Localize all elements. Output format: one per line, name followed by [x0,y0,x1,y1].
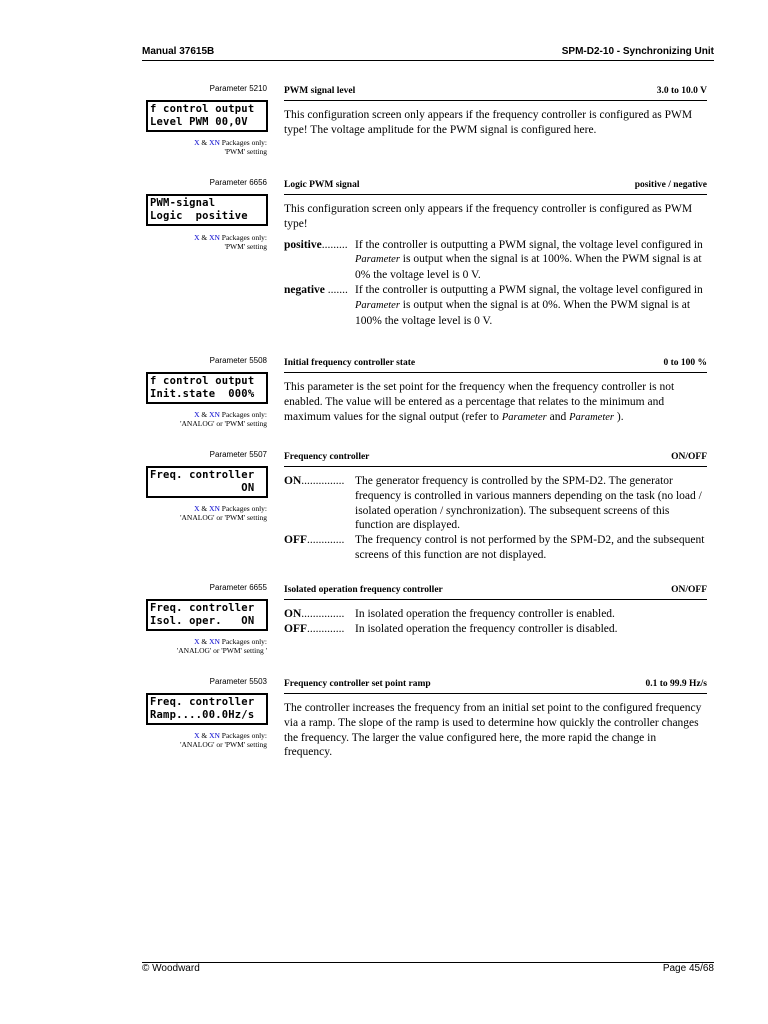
parameter-title: PWM signal level 3.0 to 10.0 V [284,84,707,101]
page-header [142,46,714,61]
lcd-line-2: Isol. oper. ON [150,615,255,627]
option-on: ON............... The generator frequency is controlled by the SPM-D2. The generator frequency is controlled in various manners depending on the task (no load / isolated operation / synchronization). The subsequent screens of this function are displayed. [284,475,702,532]
parameter-description: This parameter is the set point for the frequency when the frequency controller is not enabled. The value will be entered as a percentage that relates to the minimum and maximum values for the signal output (refer to Parameter and Parameter ). [284,381,675,423]
lcd-line-1: Freq. controller [150,696,255,708]
parameter-description: This configuration screen only appears if the frequency controller is configured as PWM type! [284,203,693,230]
lcd-line-2: ON [150,482,255,494]
lcd-line-2: Init.state 000% [150,388,255,400]
parameter-number: Parameter 5503 [209,677,267,686]
lcd-display [146,693,268,725]
parameter-range: 0 to 100 % [663,358,707,368]
lcd-line-1: f control output [150,103,255,115]
lcd-line-2: Level PWM 00,0V [150,116,248,128]
package-note: X & XN Packages only: 'PWM' setting [194,233,267,251]
parameter-description: The controller increases the frequency from an initial set point to the configured frequency via a ramp. The slope of the ramp is used to determine how quickly the controller changes the frequency. The larger the value configured here, the more rapid the change in frequency. [284,702,702,759]
lcd-line-1: PWM-signal [150,197,216,209]
package-note: X & XN Packages only: 'ANALOG' or 'PWM' setting [180,504,267,522]
parameter-range: ON/OFF [671,452,707,462]
lcd-display [146,599,268,631]
option-off: OFF............. The frequency control is not performed by the SPM-D2, and the subsequent screens of this function are not displayed. [284,534,705,561]
option-negative: negative ....... If the controller is outputting a PWM signal, the voltage level configured in Parameter is output when the signal is at 0%. When the PWM signal is at 100% the voltage level is 0 V. [284,283,703,327]
parameter-range: 3.0 to 10.0 V [656,86,707,96]
page-number: Page 45/68 [662,963,714,974]
parameter-section [142,356,714,436]
package-note: X & XN Packages only: 'ANALOG' or 'PWM' setting [180,410,267,428]
parameter-section [142,677,714,777]
parameter-range: ON/OFF [671,585,707,595]
lcd-display [146,100,268,132]
lcd-display [146,194,268,226]
lcd-line-1: Freq. controller [150,602,255,614]
package-note: X & XN Packages only: 'PWM' setting [194,138,267,156]
lcd-line-1: f control output [150,375,255,387]
option-on: ON............... In isolated operation the frequency controller is enabled. [284,608,615,620]
parameter-number: Parameter 6655 [209,583,267,592]
parameter-number: Parameter 5210 [209,84,267,93]
parameter-number: Parameter 5507 [209,450,267,459]
option-off: OFF............. In isolated operation the frequency controller is disabled. [284,622,618,635]
package-note: X & XN Packages only: 'ANALOG' or 'PWM' setting [180,731,267,749]
parameter-section [142,84,714,164]
option-positive: positive......... If the controller is outputting a PWM signal, the voltage level configured in Parameter is output when the signal is at 100%. When the PWM signal is at 0% the voltage level is 0 V. [284,238,703,282]
manual-number: Manual 37615B [142,46,215,57]
parameter-range: 0.1 to 99.9 Hz/s [645,679,707,689]
parameter-number: Parameter 6656 [209,178,267,187]
lcd-display [146,466,268,498]
parameter-title: Logic PWM signal positive / negative [284,178,707,195]
page-footer [142,962,714,979]
lcd-line-2: Ramp....00.0Hz/s [150,709,255,721]
copyright: © Woodward [142,963,200,974]
parameter-section [142,178,714,342]
parameter-number: Parameter 5508 [209,356,267,365]
parameter-description: This configuration screen only appears if the frequency controller is configured as PWM type! The voltage amplitude for the PWM signal is configured here. [284,109,693,136]
parameter-title: Frequency controller ON/OFF [284,450,707,467]
parameter-range: positive / negative [634,180,707,190]
package-note: X & XN Packages only: 'ANALOG' or 'PWM' setting ' [176,637,267,655]
lcd-line-1: Freq. controller [150,469,255,481]
parameter-section [142,450,714,572]
parameter-title: Isolated operation frequency controller ON/OFF [284,583,707,600]
parameter-title: Frequency controller set point ramp 0.1 to 99.9 Hz/s [284,677,707,694]
parameter-section [142,583,714,663]
lcd-line-2: Logic positive [150,210,248,222]
lcd-display [146,372,268,404]
document-title: SPM-D2-10 - Synchronizing Unit [561,46,714,57]
parameter-title: Initial frequency controller state 0 to 100 % [284,356,707,373]
